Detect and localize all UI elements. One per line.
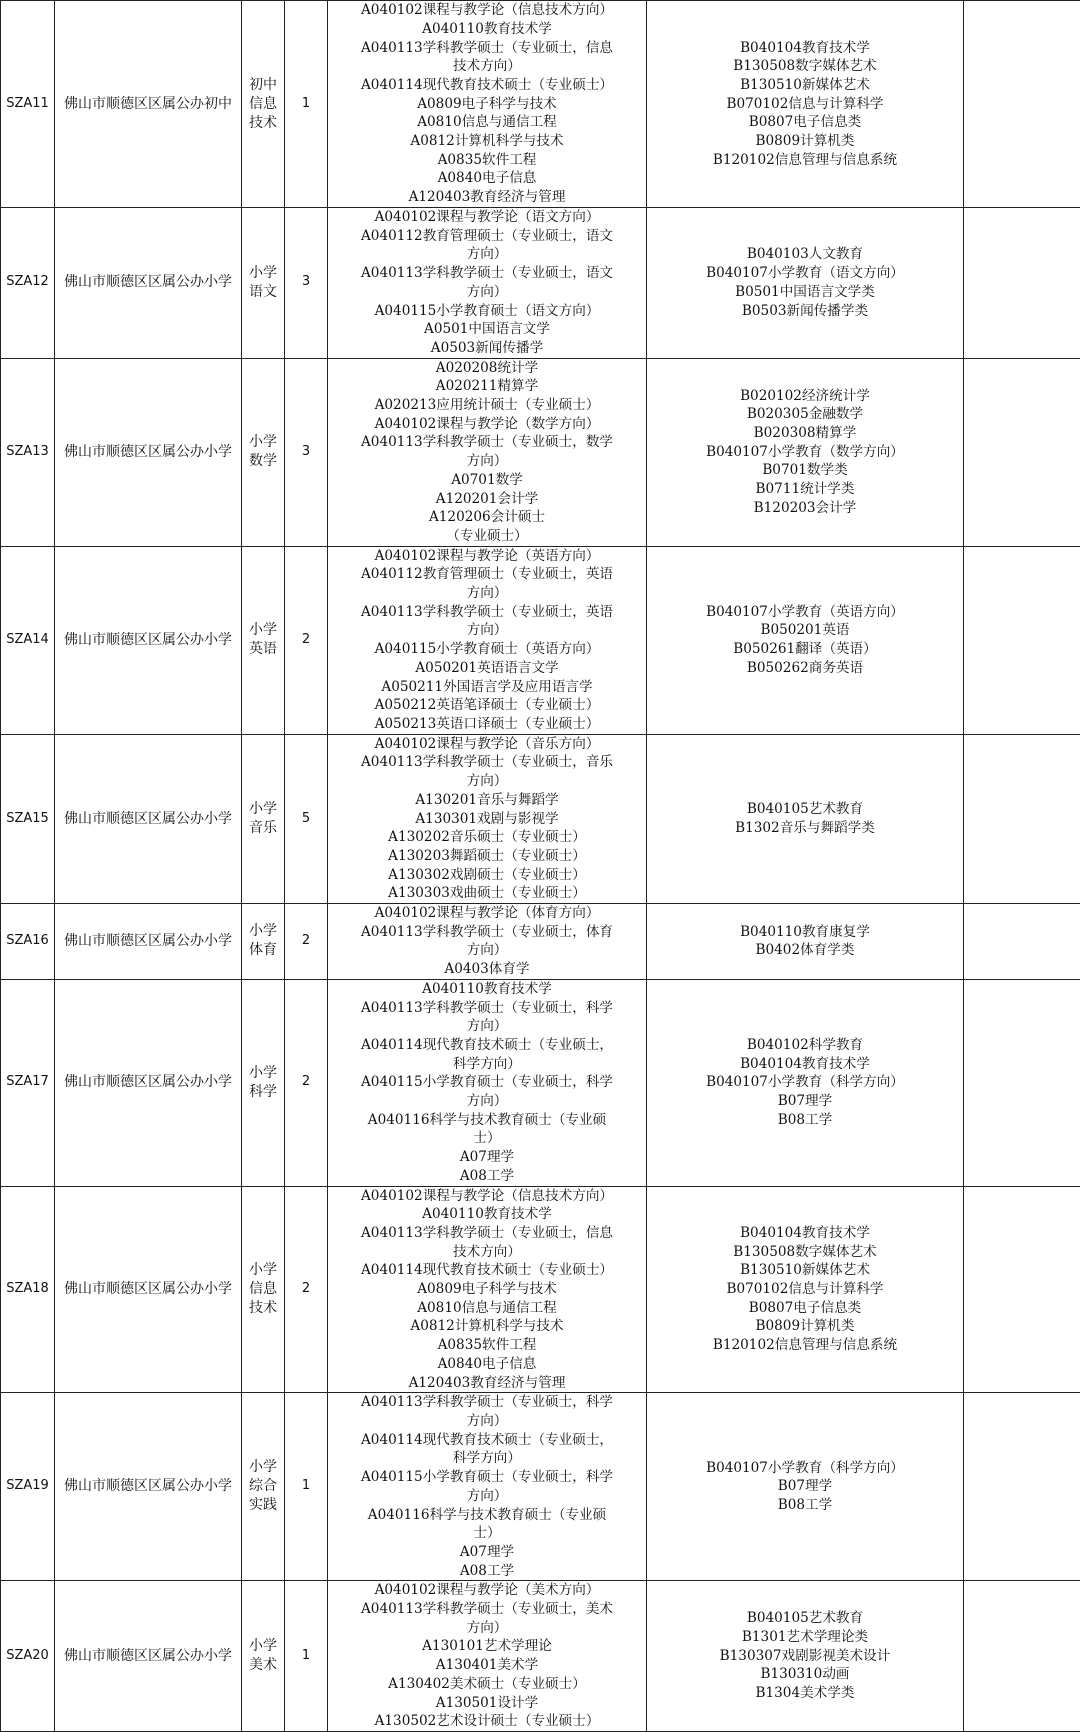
grad-major-line: A040110教育技术学 bbox=[330, 1205, 644, 1224]
subject-line: 实践 bbox=[244, 1496, 282, 1515]
grad-major-line: A130203舞蹈硕士（专业硕士） bbox=[330, 847, 644, 866]
grad-major-line: A040115小学教育硕士（英语方向） bbox=[330, 640, 644, 659]
subject-line: 数学 bbox=[244, 452, 282, 471]
subject-line: 综合 bbox=[244, 1477, 282, 1496]
subject bbox=[242, 979, 285, 1186]
grad-major-line: A040102课程与教学论（英语方向） bbox=[330, 547, 644, 566]
grad-major-line: A120403教育经济与管理 bbox=[330, 1374, 644, 1393]
grad-majors bbox=[328, 1, 647, 208]
remarks bbox=[964, 904, 1080, 980]
subject-line: 体育 bbox=[244, 941, 282, 960]
position-code: SZA11 bbox=[1, 1, 55, 208]
grad-major-line: 方向） bbox=[330, 1092, 644, 1111]
subject bbox=[242, 1393, 285, 1581]
hire-count: 3 bbox=[285, 358, 328, 546]
remarks bbox=[964, 1393, 1080, 1581]
undergrad-major-line: B040107小学教育（数学方向） bbox=[649, 443, 961, 462]
grad-major-line: A040113学科教学硕士（专业硕士，体育 bbox=[330, 923, 644, 942]
grad-major-line: A040115小学教育硕士（专业硕士，科学 bbox=[330, 1468, 644, 1487]
grad-major-line: 技术方向） bbox=[330, 57, 644, 76]
grad-major-line: A020208统计学 bbox=[330, 359, 644, 378]
grad-major-line: A020213应用统计硕士（专业硕士） bbox=[330, 396, 644, 415]
undergrad-major-line: B130307戏剧影视美术设计 bbox=[649, 1647, 961, 1666]
position-code: SZA15 bbox=[1, 734, 55, 903]
undergrad-major-line: B130310动画 bbox=[649, 1665, 961, 1684]
grad-major-line: A040116科学与技术教育硕士（专业硕 bbox=[330, 1111, 644, 1130]
undergrad-major-line: B07理学 bbox=[649, 1477, 961, 1496]
undergrad-majors bbox=[647, 1393, 964, 1581]
undergrad-major-line: B0807电子信息类 bbox=[649, 1299, 961, 1318]
position-code: SZA19 bbox=[1, 1393, 55, 1581]
undergrad-major-line: B120203会计学 bbox=[649, 499, 961, 518]
subject-line: 科学 bbox=[244, 1083, 282, 1102]
grad-major-line: A08工学 bbox=[330, 1167, 644, 1186]
grad-major-line: A040113学科教学硕士（专业硕士，英语 bbox=[330, 603, 644, 622]
subject-line: 英语 bbox=[244, 640, 282, 659]
grad-major-line: A040113学科教学硕士（专业硕士，音乐 bbox=[330, 753, 644, 772]
hire-count: 2 bbox=[285, 1186, 328, 1393]
subject-line: 小学 bbox=[244, 1637, 282, 1656]
undergrad-major-line: B07理学 bbox=[649, 1092, 961, 1111]
hiring-unit: 佛山市顺德区区属公办小学 bbox=[55, 1186, 242, 1393]
grad-major-line: A040116科学与技术教育硕士（专业硕 bbox=[330, 1506, 644, 1525]
undergrad-major-line: B130510新媒体艺术 bbox=[649, 1261, 961, 1280]
grad-major-line: A130202音乐硕士（专业硕士） bbox=[330, 828, 644, 847]
grad-major-line: A050212英语笔译硕士（专业硕士） bbox=[330, 696, 644, 715]
remarks bbox=[964, 208, 1080, 359]
subject-line: 信息 bbox=[244, 1280, 282, 1299]
grad-major-line: A040102课程与教学论（音乐方向） bbox=[330, 735, 644, 754]
hire-count: 2 bbox=[285, 979, 328, 1186]
undergrad-major-line: B050261翻译（英语） bbox=[649, 640, 961, 659]
grad-major-line: A040113学科教学硕士（专业硕士，科学 bbox=[330, 1393, 644, 1412]
undergrad-major-line: B040104教育技术学 bbox=[649, 1224, 961, 1243]
undergrad-major-line: B040102科学教育 bbox=[649, 1036, 961, 1055]
hiring-unit: 佛山市顺德区区属公办初中 bbox=[55, 1, 242, 208]
grad-major-line: A040114现代教育技术硕士（专业硕士） bbox=[330, 1261, 644, 1280]
grad-majors bbox=[328, 1186, 647, 1393]
grad-major-line: A040113学科教学硕士（专业硕士，美术 bbox=[330, 1600, 644, 1619]
grad-majors bbox=[328, 546, 647, 734]
subject-line: 语文 bbox=[244, 283, 282, 302]
grad-major-line: A120201会计学 bbox=[330, 490, 644, 509]
grad-major-line: 方向） bbox=[330, 245, 644, 264]
table-row bbox=[1, 358, 1080, 546]
grad-major-line: A0810信息与通信工程 bbox=[330, 113, 644, 132]
subject-line: 美术 bbox=[244, 1656, 282, 1675]
table-body bbox=[1, 1, 1080, 1732]
grad-major-line: A130501设计学 bbox=[330, 1694, 644, 1713]
remarks bbox=[964, 1186, 1080, 1393]
grad-major-line: A0701数学 bbox=[330, 471, 644, 490]
hiring-unit: 佛山市顺德区区属公办小学 bbox=[55, 1581, 242, 1732]
undergrad-major-line: B020102经济统计学 bbox=[649, 387, 961, 406]
hiring-unit: 佛山市顺德区区属公办小学 bbox=[55, 208, 242, 359]
hiring-unit: 佛山市顺德区区属公办小学 bbox=[55, 1393, 242, 1581]
subject bbox=[242, 904, 285, 980]
grad-major-line: A130303戏曲硕士（专业硕士） bbox=[330, 884, 644, 903]
grad-major-line: A130502艺术设计硕士（专业硕士） bbox=[330, 1712, 644, 1731]
undergrad-major-line: B0501中国语言文学类 bbox=[649, 283, 961, 302]
undergrad-major-line: B040104教育技术学 bbox=[649, 1055, 961, 1074]
subject-line: 小学 bbox=[244, 1064, 282, 1083]
grad-major-line: A0809电子科学与技术 bbox=[330, 1280, 644, 1299]
grad-major-line: 方向） bbox=[330, 621, 644, 640]
subject-line: 信息 bbox=[244, 95, 282, 114]
grad-major-line: 士） bbox=[330, 1129, 644, 1148]
subject bbox=[242, 734, 285, 903]
hire-count: 2 bbox=[285, 546, 328, 734]
undergrad-major-line: B1301艺术学理论类 bbox=[649, 1628, 961, 1647]
grad-major-line: A120403教育经济与管理 bbox=[330, 188, 644, 207]
grad-major-line: A040114现代教育技术硕士（专业硕士， bbox=[330, 1036, 644, 1055]
grad-major-line: （专业硕士） bbox=[330, 527, 644, 546]
grad-major-line: A08工学 bbox=[330, 1562, 644, 1581]
grad-major-line: A040102课程与教学论（美术方向） bbox=[330, 1581, 644, 1600]
hiring-unit: 佛山市顺德区区属公办小学 bbox=[55, 546, 242, 734]
hiring-unit: 佛山市顺德区区属公办小学 bbox=[55, 979, 242, 1186]
hiring-unit: 佛山市顺德区区属公办小学 bbox=[55, 358, 242, 546]
subject-line: 小学 bbox=[244, 1458, 282, 1477]
undergrad-majors bbox=[647, 734, 964, 903]
undergrad-major-line: B0503新闻传播学类 bbox=[649, 302, 961, 321]
grad-major-line: A0812计算机科学与技术 bbox=[330, 132, 644, 151]
grad-major-line: A0809电子科学与技术 bbox=[330, 95, 644, 114]
undergrad-major-line: B0711统计学类 bbox=[649, 480, 961, 499]
grad-major-line: A050211外国语言学及应用语言学 bbox=[330, 678, 644, 697]
subject-line: 初中 bbox=[244, 76, 282, 95]
undergrad-major-line: B040105艺术教育 bbox=[649, 800, 961, 819]
undergrad-major-line: B0402体育学类 bbox=[649, 941, 961, 960]
grad-majors bbox=[328, 734, 647, 903]
remarks bbox=[964, 979, 1080, 1186]
grad-major-line: A0501中国语言文学 bbox=[330, 320, 644, 339]
hire-count: 1 bbox=[285, 1581, 328, 1732]
grad-major-line: A040102课程与教学论（信息技术方向） bbox=[330, 1, 644, 20]
undergrad-majors bbox=[647, 208, 964, 359]
grad-major-line: 科学方向） bbox=[330, 1449, 644, 1468]
grad-majors bbox=[328, 904, 647, 980]
grad-major-line: A130302戏剧硕士（专业硕士） bbox=[330, 866, 644, 885]
remarks bbox=[964, 1581, 1080, 1732]
position-code: SZA13 bbox=[1, 358, 55, 546]
grad-major-line: A130301戏剧与影视学 bbox=[330, 810, 644, 829]
grad-major-line: A130101艺术学理论 bbox=[330, 1637, 644, 1656]
undergrad-major-line: B020308精算学 bbox=[649, 424, 961, 443]
grad-major-line: 方向） bbox=[330, 584, 644, 603]
undergrad-major-line: B040110教育康复学 bbox=[649, 923, 961, 942]
undergrad-major-line: B08工学 bbox=[649, 1496, 961, 1515]
grad-major-line: A040114现代教育技术硕士（专业硕士） bbox=[330, 76, 644, 95]
grad-major-line: A130201音乐与舞蹈学 bbox=[330, 791, 644, 810]
subject-line: 技术 bbox=[244, 114, 282, 133]
hiring-unit: 佛山市顺德区区属公办小学 bbox=[55, 734, 242, 903]
grad-major-line: 方向） bbox=[330, 772, 644, 791]
table-row bbox=[1, 904, 1080, 980]
subject-line: 技术 bbox=[244, 1299, 282, 1318]
undergrad-major-line: B040103人文教育 bbox=[649, 245, 961, 264]
table-row bbox=[1, 979, 1080, 1186]
undergrad-major-line: B020305金融数学 bbox=[649, 405, 961, 424]
grad-major-line: A0840电子信息 bbox=[330, 1355, 644, 1374]
table-row bbox=[1, 546, 1080, 734]
grad-major-line: 技术方向） bbox=[330, 1243, 644, 1262]
grad-major-line: A0812计算机科学与技术 bbox=[330, 1317, 644, 1336]
undergrad-major-line: B1302音乐与舞蹈学类 bbox=[649, 819, 961, 838]
grad-major-line: A040113学科教学硕士（专业硕士，数学 bbox=[330, 433, 644, 452]
grad-major-line: 方向） bbox=[330, 452, 644, 471]
table-row bbox=[1, 734, 1080, 903]
undergrad-majors bbox=[647, 904, 964, 980]
hire-count: 1 bbox=[285, 1393, 328, 1581]
hire-count: 1 bbox=[285, 1, 328, 208]
position-code: SZA18 bbox=[1, 1186, 55, 1393]
undergrad-major-line: B050201英语 bbox=[649, 621, 961, 640]
subject bbox=[242, 358, 285, 546]
undergrad-majors bbox=[647, 546, 964, 734]
table-row bbox=[1, 1186, 1080, 1393]
undergrad-major-line: B050262商务英语 bbox=[649, 659, 961, 678]
grad-majors bbox=[328, 358, 647, 546]
hire-count: 5 bbox=[285, 734, 328, 903]
undergrad-major-line: B0809计算机类 bbox=[649, 1317, 961, 1336]
table-row bbox=[1, 1581, 1080, 1732]
undergrad-major-line: B040107小学教育（语文方向） bbox=[649, 264, 961, 283]
remarks bbox=[964, 546, 1080, 734]
undergrad-major-line: B040107小学教育（科学方向） bbox=[649, 1073, 961, 1092]
grad-major-line: A130401美术学 bbox=[330, 1656, 644, 1675]
grad-major-line: 士） bbox=[330, 1524, 644, 1543]
undergrad-major-line: B08工学 bbox=[649, 1111, 961, 1130]
grad-major-line: A120206会计硕士 bbox=[330, 508, 644, 527]
undergrad-major-line: B040105艺术教育 bbox=[649, 1609, 961, 1628]
subject-line: 小学 bbox=[244, 922, 282, 941]
undergrad-major-line: B130510新媒体艺术 bbox=[649, 76, 961, 95]
undergrad-major-line: B040107小学教育（科学方向） bbox=[649, 1459, 961, 1478]
grad-major-line: A07理学 bbox=[330, 1543, 644, 1562]
remarks bbox=[964, 358, 1080, 546]
subject bbox=[242, 1, 285, 208]
grad-major-line: A040113学科教学硕士（专业硕士，语文 bbox=[330, 264, 644, 283]
grad-major-line: A040115小学教育硕士（语文方向） bbox=[330, 302, 644, 321]
grad-major-line: A040102课程与教学论（语文方向） bbox=[330, 208, 644, 227]
position-code: SZA20 bbox=[1, 1581, 55, 1732]
hire-count: 3 bbox=[285, 208, 328, 359]
grad-major-line: 科学方向） bbox=[330, 1055, 644, 1074]
undergrad-majors bbox=[647, 1186, 964, 1393]
subject-line: 音乐 bbox=[244, 819, 282, 838]
grad-major-line: A040112教育管理硕士（专业硕士，语文 bbox=[330, 227, 644, 246]
position-code: SZA14 bbox=[1, 546, 55, 734]
grad-major-line: A040113学科教学硕士（专业硕士，信息 bbox=[330, 1224, 644, 1243]
grad-majors bbox=[328, 1581, 647, 1732]
remarks bbox=[964, 734, 1080, 903]
undergrad-majors bbox=[647, 1, 964, 208]
subject-line: 小学 bbox=[244, 621, 282, 640]
position-code: SZA16 bbox=[1, 904, 55, 980]
subject bbox=[242, 1186, 285, 1393]
grad-major-line: A040102课程与教学论（体育方向） bbox=[330, 904, 644, 923]
grad-major-line: 方向） bbox=[330, 283, 644, 302]
subject bbox=[242, 546, 285, 734]
grad-major-line: A0840电子信息 bbox=[330, 169, 644, 188]
grad-major-line: A0835软件工程 bbox=[330, 151, 644, 170]
grad-major-line: A040115小学教育硕士（专业硕士，科学 bbox=[330, 1073, 644, 1092]
subject bbox=[242, 208, 285, 359]
grad-majors bbox=[328, 1393, 647, 1581]
hire-count: 2 bbox=[285, 904, 328, 980]
undergrad-majors bbox=[647, 1581, 964, 1732]
table-row bbox=[1, 208, 1080, 359]
undergrad-major-line: B0809计算机类 bbox=[649, 132, 961, 151]
undergrad-major-line: B0701数学类 bbox=[649, 461, 961, 480]
undergrad-major-line: B070102信息与计算科学 bbox=[649, 1280, 961, 1299]
undergrad-major-line: B120102信息管理与信息系统 bbox=[649, 151, 961, 170]
grad-major-line: A040114现代教育技术硕士（专业硕士， bbox=[330, 1431, 644, 1450]
remarks bbox=[964, 1, 1080, 208]
grad-major-line: A020211精算学 bbox=[330, 377, 644, 396]
subject bbox=[242, 1581, 285, 1732]
grad-major-line: A040113学科教学硕士（专业硕士，科学 bbox=[330, 999, 644, 1018]
grad-major-line: 方向） bbox=[330, 1487, 644, 1506]
grad-majors bbox=[328, 979, 647, 1186]
grad-major-line: A040113学科教学硕士（专业硕士，信息 bbox=[330, 39, 644, 58]
grad-major-line: 方向） bbox=[330, 1412, 644, 1431]
grad-major-line: A0835软件工程 bbox=[330, 1336, 644, 1355]
undergrad-major-line: B120102信息管理与信息系统 bbox=[649, 1336, 961, 1355]
grad-major-line: 方向） bbox=[330, 1017, 644, 1036]
undergrad-major-line: B070102信息与计算科学 bbox=[649, 95, 961, 114]
grad-major-line: A040102课程与教学论（数学方向） bbox=[330, 415, 644, 434]
undergrad-majors bbox=[647, 979, 964, 1186]
table-row bbox=[1, 1393, 1080, 1581]
subject-line: 小学 bbox=[244, 800, 282, 819]
grad-major-line: A130402美术硕士（专业硕士） bbox=[330, 1675, 644, 1694]
grad-major-line: A050213英语口译硕士（专业硕士） bbox=[330, 715, 644, 734]
table-row bbox=[1, 1, 1080, 208]
position-code: SZA17 bbox=[1, 979, 55, 1186]
grad-major-line: A07理学 bbox=[330, 1148, 644, 1167]
undergrad-major-line: B130508数字媒体艺术 bbox=[649, 57, 961, 76]
grad-major-line: A040110教育技术学 bbox=[330, 980, 644, 999]
grad-major-line: A050201英语语言文学 bbox=[330, 659, 644, 678]
undergrad-major-line: B0807电子信息类 bbox=[649, 113, 961, 132]
subject-line: 小学 bbox=[244, 1261, 282, 1280]
grad-major-line: A040112教育管理硕士（专业硕士，英语 bbox=[330, 565, 644, 584]
grad-major-line: 方向） bbox=[330, 1619, 644, 1638]
grad-major-line: A0810信息与通信工程 bbox=[330, 1299, 644, 1318]
undergrad-major-line: B040104教育技术学 bbox=[649, 39, 961, 58]
grad-major-line: A0403体育学 bbox=[330, 960, 644, 979]
hiring-unit: 佛山市顺德区区属公办小学 bbox=[55, 904, 242, 980]
subject-line: 小学 bbox=[244, 264, 282, 283]
grad-major-line: A0503新闻传播学 bbox=[330, 339, 644, 358]
grad-majors bbox=[328, 208, 647, 359]
position-code: SZA12 bbox=[1, 208, 55, 359]
undergrad-majors bbox=[647, 358, 964, 546]
subject-line: 小学 bbox=[244, 433, 282, 452]
undergrad-major-line: B040107小学教育（英语方向） bbox=[649, 603, 961, 622]
grad-major-line: A040102课程与教学论（信息技术方向） bbox=[330, 1187, 644, 1206]
grad-major-line: A040110教育技术学 bbox=[330, 20, 644, 39]
grad-major-line: 方向） bbox=[330, 941, 644, 960]
undergrad-major-line: B130508数字媒体艺术 bbox=[649, 1243, 961, 1262]
undergrad-major-line: B1304美术学类 bbox=[649, 1684, 961, 1703]
